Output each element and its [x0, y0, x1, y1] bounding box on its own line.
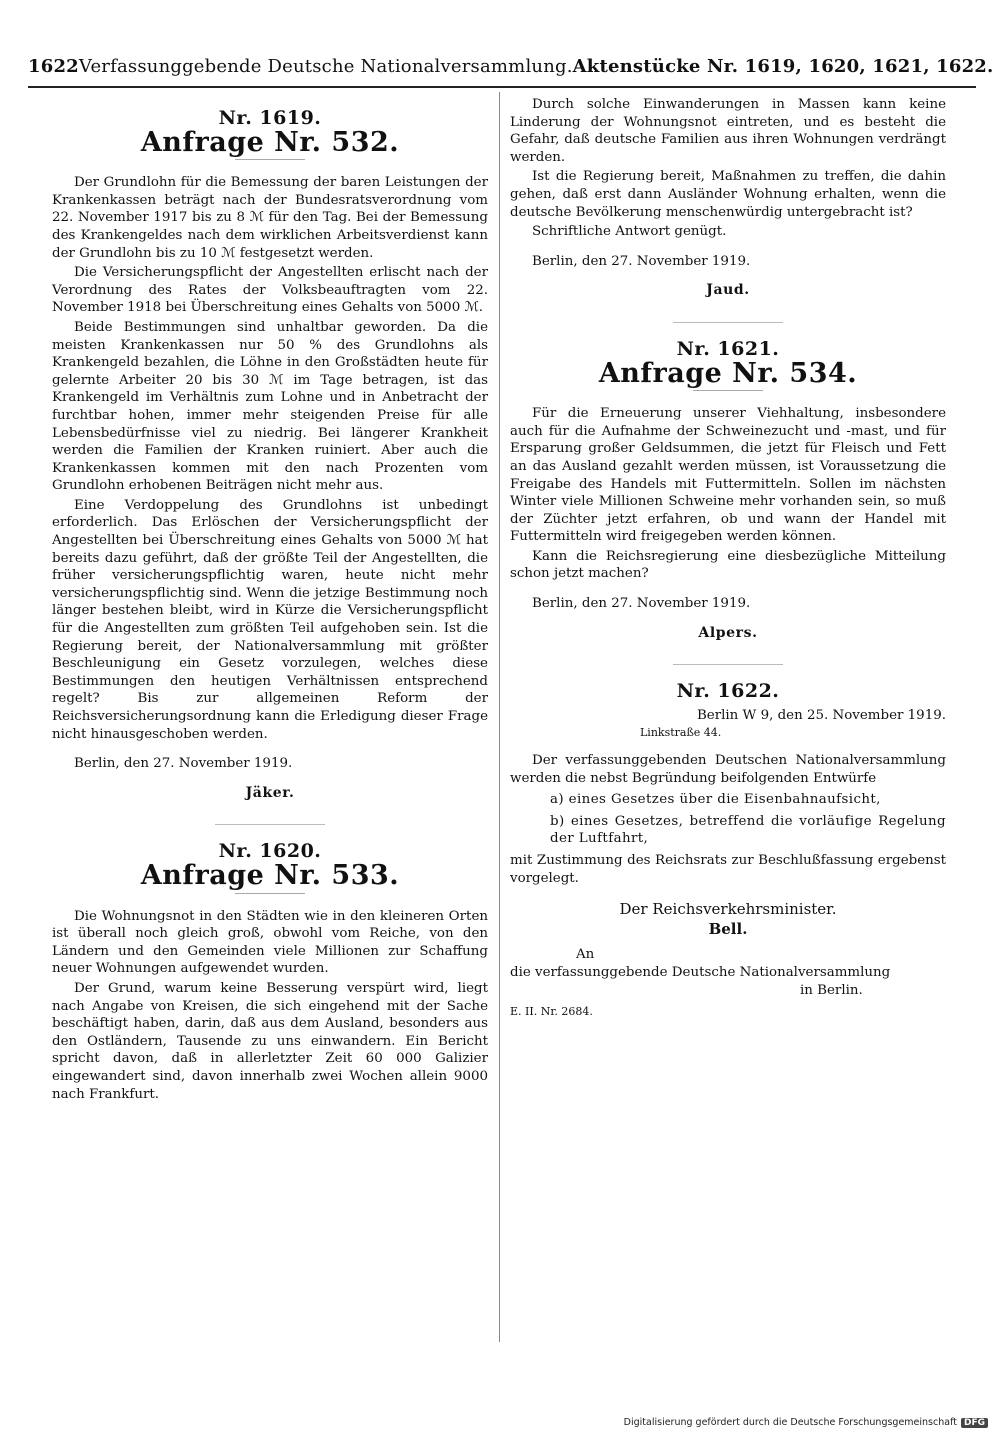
page-header	[28, 56, 994, 86]
paragraph: Der Grund, warum keine Besserung verspürt wird, liegt nach Angabe von Kreisen, die sich eingehend mit der Sache beschäftigt haben, darin, daß aus dem Ausland, besonders aus den Ostländern, Tausende zu uns einwandern. Ein Bericht spricht davon, daß in allerletzter Zeit 60 000 Galizier eingewandert sind, davon innerhalb zwei Wochen allein 9000 nach Frankfurt.	[52, 980, 488, 1102]
signature: Jäker.	[245, 784, 295, 801]
paragraph: Schriftliche Antwort genügt.	[532, 224, 727, 240]
addressee: die verfassunggebende Deutsche Nationalversammlung	[510, 964, 891, 980]
document-1620	[52, 840, 488, 1103]
ornament-divider	[235, 159, 305, 160]
list-item: a) eines Gesetzes über die Eisenbahnaufsicht,	[550, 792, 881, 808]
left-column	[52, 96, 488, 1105]
signature: Jaud.	[706, 282, 750, 299]
anfrage-title: Anfrage Nr. 533.	[140, 859, 400, 891]
doc-number: Nr. 1622.	[676, 680, 780, 703]
credit-text: Digitalisierung gefördert durch die Deutsche Forschungsgemeinschaft	[623, 1417, 957, 1428]
section-divider	[215, 824, 325, 825]
place-date: Berlin W 9, den 25. November 1919.	[696, 707, 946, 723]
addressee-an: An	[576, 947, 595, 963]
header-rule	[28, 86, 976, 88]
document-1620-continued	[510, 96, 946, 300]
minister-title: Der Reichsverkehrsminister.	[619, 900, 837, 919]
right-column	[510, 96, 946, 1021]
signature: Bell.	[708, 919, 748, 938]
file-reference: E. II. Nr. 2684.	[510, 1005, 593, 1019]
column-divider	[499, 92, 500, 1342]
date-line: Berlin, den 27. November 1919.	[532, 253, 751, 269]
paragraph: Eine Verdoppelung des Grundlohns ist unbedingt erforderlich. Das Erlöschen der Versicherungspflicht der Angestellten bei Überschreitung eines Gehalts von 5000 ℳ hat bereits dazu geführt, daß der größte Teil der Angestellten, die früher versicherungspflichtig waren, heute nicht mehr versicherungspflichtig sind. Wenn die jetzige Bestimmung noch länger bestehen bleibt, wird in Kürze die Versicherungspflicht für die Angestellten zum größten Teil aufgehoben sein. Ist die Regierung bereit, der Nationalversammlung mit größter Beschleunigung ein Gesetz vorzulegen, welches diese Bestimmungen den heutigen Verhältnissen entsprechend regelt? Bis zur allgemeinen Reform der Reichsversicherungsordnung kann die Erledigung dieser Frage nicht hinausgeschoben werden.	[52, 497, 488, 742]
paragraph: Für die Erneuerung unserer Viehhaltung, insbesondere auch für die Aufnahme der Schweinezucht und -mast, und für Ersparung großer Geldsummen, die jetzt für Fleisch und Fett an das Ausland gezahlt werden müssen, ist Voraussetzung die Freigabe des Handels mit Futtermitteln. Sollen im nächsten Winter viele Millionen Schweine mehr vorhanden sein, so muß der Züchter jetzt erfahren, ob und wann der Handel mit Futtermitteln wird freigegeben werden können.	[510, 406, 946, 545]
paragraph: Der Grundlohn für die Bemessung der baren Leistungen der Krankenkassen beträgt nach der Bundesratsverordnung vom 22. November 1917 bis zu 8 ℳ für den Tag. Bei der Bemessung des Krankengeldes nach dem wirklichen Arbeitsverdienst kann der Grundlohn bis zu 10 ℳ festgesetzt werden.	[52, 175, 488, 261]
document-1621	[510, 337, 946, 642]
signature: Alpers.	[698, 624, 758, 641]
doc-number: Nr. 1620.	[218, 840, 322, 863]
anfrage-title: Anfrage Nr. 534.	[598, 357, 858, 389]
document-1619	[52, 107, 488, 802]
date-line: Berlin, den 27. November 1919.	[532, 596, 751, 612]
paragraph: mit Zustimmung des Reichsrats zur Beschlußfassung ergebenst vorgelegt.	[510, 853, 946, 886]
dfg-logo-icon: DFG	[961, 1418, 988, 1428]
anfrage-title: Anfrage Nr. 532.	[140, 126, 400, 158]
header-title: Verfassunggebende Deutsche Nationalversammlung.	[78, 56, 573, 77]
paragraph: Die Wohnungsnot in den Städten wie in den kleineren Orten ist überall noch gleich groß, obwohl vom Reiche, von den Ländern und den Gemeinden viele Millionen zur Schaffung neuer Wohnungen aufgewendet wurden.	[52, 908, 488, 977]
ornament-divider	[235, 893, 305, 894]
addressee-city: in Berlin.	[800, 982, 863, 998]
paragraph: Der verfassunggebenden Deutschen Nationalversammlung werden die nebst Begründung beifolgenden Entwürfe	[510, 753, 946, 786]
section-divider	[673, 664, 783, 665]
street-address: Linkstraße 44.	[640, 726, 722, 740]
digitization-credit	[624, 1417, 988, 1428]
paragraph: Durch solche Einwanderungen in Massen kann keine Linderung der Wohnungsnot eintreten, und es besteht die Gefahr, daß deutsche Familien aus ihren Wohnungen verdrängt werden.	[510, 97, 946, 165]
header-reference: Aktenstücke Nr. 1619, 1620, 1621, 1622.	[572, 56, 994, 77]
item-list	[550, 791, 946, 848]
paragraph: Die Versicherungspflicht der Angestellten erlischt nach der Verordnung des Rates der Volksbeauftragten vom 22. November 1918 bei Überschreitung eines Gehalts von 5000 ℳ.	[52, 265, 488, 316]
paragraph: Ist die Regierung bereit, Maßnahmen zu treffen, die dahin gehen, daß erst dann Ausländer Wohnung erhalten, wenn die deutsche Bevölkerung menschenwürdig untergebracht ist?	[510, 169, 946, 220]
document-1622	[510, 680, 946, 1021]
doc-number: Nr. 1619.	[218, 107, 322, 129]
section-divider	[673, 322, 783, 323]
page-number: 1622	[28, 56, 79, 77]
ornament-divider	[693, 390, 763, 391]
doc-number: Nr. 1621.	[676, 337, 780, 360]
list-item: b) eines Gesetzes, betreffend die vorläufige Regelung der Luftfahrt,	[550, 813, 946, 847]
date-line: Berlin, den 27. November 1919.	[74, 756, 293, 772]
paragraph: Beide Bestimmungen sind unhaltbar geworden. Da die meisten Krankenkassen nur 50 % des Grundlohns als Krankengeld bezahlen, die Löhne in den Großstädten heute für gelernte Arbeiter 20 bis 30 ℳ im Tage betragen, ist das Krankengeld im Verhältnis zum Lohne und in Anbetracht der furchtbar hohen, immer mehr steigenden Preise für alle Lebensbedürfnisse viel zu niedrig. Bei längerer Krankheit werden die Familien der Kranken ruiniert. Aber auch die Krankenkassen kommen mit den nach Prozenten vom Grundlohn erhobenen Beiträgen nicht mehr aus.	[52, 319, 488, 494]
paragraph: Kann die Reichsregierung eine diesbezügliche Mitteilung schon jetzt machen?	[510, 548, 946, 582]
